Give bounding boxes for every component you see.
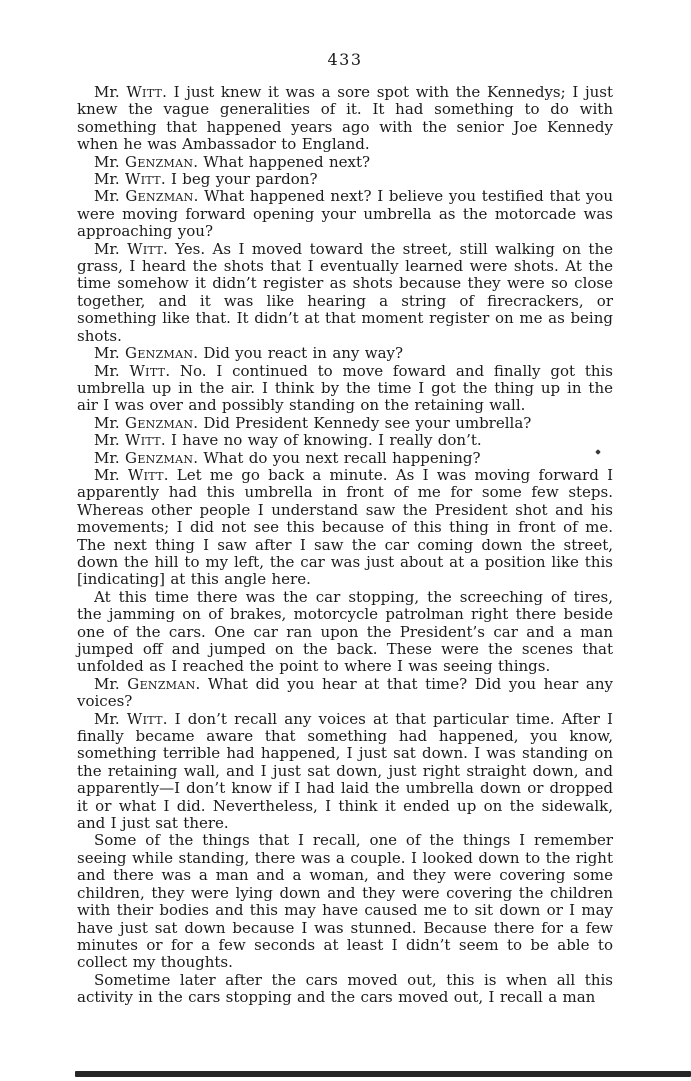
speaker-prefix: Mr.: [94, 361, 130, 380]
paragraph-text: . I just knew it was a sore spot with the Kennedys; I just knew the vague generalities of it. It had something to do with something that happened years ago with the senior Joe Kennedy when he was Ambassador to England.: [77, 83, 613, 154]
transcript-paragraph: [77, 363, 613, 415]
transcript-paragraph: [77, 84, 613, 154]
speaker-name: Witt: [126, 709, 163, 728]
paragraph-text: . I beg your pardon?: [160, 170, 318, 189]
speaker-name: Witt: [125, 431, 161, 450]
transcript-paragraph: [77, 345, 613, 362]
paragraph-text: Some of the things that I recall, one of the things I remember seeing while standing, there was a couple. I looked down to the right and there was a man and a woman, and they were covering some children, they were lying down and they were covering the children with their bodies and this may have caused me to sit down or I may have just sat down because I was stunned. Because there for a few minutes or for a few seconds at least I didn’t seem to be able to collect my thoughts.: [77, 831, 613, 972]
speaker-prefix: Mr.: [94, 239, 128, 258]
paragraph-text: . What happened next? I believe you testified that you were moving forward opening your umbrella as the motorcade was approaching you?: [77, 187, 613, 241]
speaker-prefix: Mr.: [94, 83, 127, 101]
speaker-prefix: Mr.: [94, 448, 126, 467]
speaker-prefix: Mr.: [94, 187, 126, 206]
paragraph-text: . No. I continued to move foward and finally got this umbrella up in the air. I think by the time I got the thing up in the air I was over and possibly standing on the retaining wall.: [77, 361, 613, 415]
speaker-prefix: Mr.: [94, 413, 126, 432]
speaker-name: Genzman: [125, 187, 194, 206]
paragraph-text: . Let me go back a minute. As I was moving forward I apparently had this umbrella in front of me for some few steps. Whereas other people I understand saw the President shot and his movements; I did not see this because of this thing in front of me. The next thing I saw after I saw the car coming down the street, down the hill to my left, the car was just about at a position like this [indicating] at this angle here.: [77, 465, 613, 589]
speaker-name: Witt: [127, 465, 164, 484]
transcript-paragraph: [77, 415, 613, 432]
transcript-paragraph: [77, 241, 613, 345]
speaker-name: Genzman: [127, 674, 196, 693]
paragraph-text: . Did President Kennedy see your umbrella?: [193, 413, 532, 432]
transcript-paragraph: [77, 676, 613, 711]
transcript-paragraph: [77, 972, 613, 1007]
transcript-paragraph: [77, 589, 613, 676]
speaker-prefix: Mr.: [94, 709, 127, 728]
transcript-paragraph: [77, 450, 613, 467]
transcript-paragraph: [77, 467, 613, 589]
page-number: 433: [327, 50, 363, 69]
speaker-name: Genzman: [125, 413, 194, 432]
speaker-name: Witt: [127, 239, 163, 258]
paragraph-text: . What do you next recall happening?: [193, 448, 481, 467]
speaker-prefix: Mr.: [94, 344, 126, 363]
speaker-name: Genzman: [125, 448, 194, 467]
speaker-name: Witt: [125, 170, 161, 189]
speaker-prefix: Mr.: [94, 431, 126, 450]
paragraph-text: . Did you react in any way?: [193, 344, 404, 363]
paragraph-text: . I don’t recall any voices at that particular time. After I finally became aware that something had happened, you know, something terrible had happened, I just sat down. I was standing on the retaining wall, and I just sat down, just right straight down, and apparently—I don’t know if I had laid the umbrella down or dropped it or what I did. Nevertheless, I think it ended up on the sidewalk, and I just sat there.: [77, 709, 613, 833]
transcript: [77, 84, 613, 1007]
paragraph-text: . What happened next?: [193, 152, 371, 171]
transcript-paragraph: [77, 832, 613, 971]
speaker-name: Genzman: [125, 152, 194, 171]
speaker-name: Witt: [129, 361, 166, 380]
paragraph-text: . What did you hear at that time? Did you hear any voices?: [77, 674, 613, 711]
paragraph-text: . Yes. As I moved toward the street, still walking on the grass, I heard the shots that I eventually learned were shots. At the time somehow it didn’t register as shots because they were so close together, and it was like hearing a string of firecrackers, or something like that. It didn’t at that moment register on me as being shots.: [77, 239, 613, 345]
transcript-paragraph: [77, 171, 613, 188]
transcript-paragraph: [77, 432, 613, 449]
speaker-name: Witt: [126, 83, 163, 101]
transcript-paragraph: [77, 711, 613, 833]
speaker-prefix: Mr.: [94, 170, 126, 189]
transcript-paragraph: [77, 154, 613, 171]
transcript-paragraph: [77, 188, 613, 240]
speaker-prefix: Mr.: [94, 674, 128, 693]
speaker-prefix: Mr.: [94, 152, 126, 171]
paragraph-text: Sometime later after the cars moved out, this is when all this activity in the cars stopping and the cars moved out, I recall a man: [77, 970, 613, 1007]
paragraph-text: . I have no way of knowing. I really don’t.: [160, 431, 482, 450]
scan-edge-artifact: [75, 1071, 691, 1077]
speaker-prefix: Mr.: [94, 465, 128, 484]
paragraph-text: At this time there was the car stopping, the screeching of tires, the jamming on of brakes, motorcycle patrolman right there beside one of the cars. One car ran upon the President’s car and a man jumped off and jumped on the back. These were the scenes that unfolded as I reached the point to where I was seeing things.: [77, 587, 613, 676]
speaker-name: Genzman: [125, 344, 194, 363]
